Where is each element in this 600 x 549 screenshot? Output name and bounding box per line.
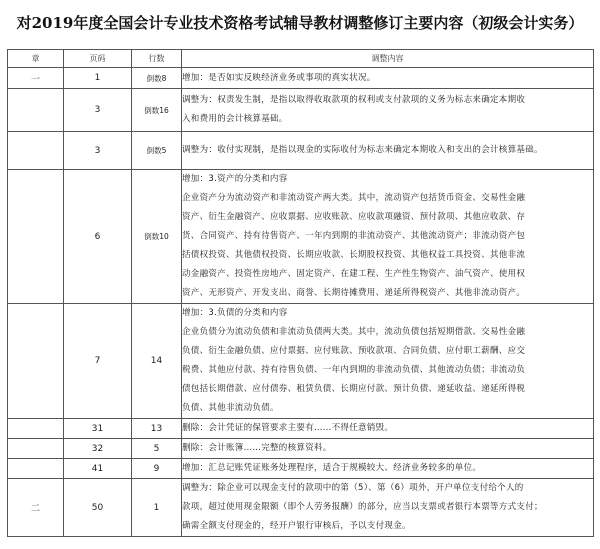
table-row [8,419,594,439]
content-line: 确需全额支付现金的，经开户银行审核后，予以支付现金。 [182,521,411,531]
content-line: 调整为：权责发生制，是指以取得收取款项的权利或支付款项的义务为标志来确定本期收 [182,95,526,105]
cell-content [182,419,594,439]
table-row [8,439,594,459]
table-row [8,479,594,537]
content-line: 负债、其他非流动负债。 [182,403,279,413]
cell-chapter [8,439,64,459]
content-line: 调整为：收付实现制，是指以现金的实际收付为标志来确定本期收入和支出的会计核算基础。 [182,145,543,155]
cell-chapter [8,89,64,132]
cell-content [182,479,594,537]
table-row [8,459,594,479]
content-line: 企业资产分为流动资产和非流动资产两大类。其中，流动资产包括货币资金、交易性金融 [182,193,526,203]
content-line: 增加：3.资产的分类和内容 [182,174,288,184]
header-chapter: 章 [8,50,64,68]
cell-line: 14 [132,304,182,419]
content-line: 税费、其他应付款、持有待售负债、一年内到期的非流动负债、其他流动负债；非流动负 [182,365,526,375]
table-row [8,304,594,419]
content-line: 增加：汇总记账凭证账务处理程序，适合于规模较大、经济业务较多的单位。 [182,463,482,473]
document-title: 对2019年度全国会计专业技术资格考试辅导教材调整修订主要内容（初级会计实务） [16,13,584,32]
content-line: 负债、衍生金融负债、应付票据、应付账款、预收款项、合同负债、应付职工薪酬、应交 [182,346,526,356]
content-line: 款项，超过使用现金限额（即个人劳务报酬）的部分，应当以支票或者银行本票等方式支付； [182,502,543,512]
cell-chapter: 一 [8,68,64,89]
cell-line: 倒数5 [132,132,182,170]
table-row [8,132,594,170]
cell-page: 32 [64,439,132,459]
cell-content [182,89,594,132]
cell-line: 9 [132,459,182,479]
content-line: 货、合同资产、持有待售资产、一年内到期的非流动资产、其他流动资产；非流动资产包 [182,231,526,241]
cell-page: 6 [64,170,132,304]
content-line: 入和费用的会计核算基础。 [182,114,288,124]
content-line: 资产、衍生金融资产、应收票据、应收账款、应收款项融资、预付款项、其他应收款、存 [182,212,526,222]
cell-chapter [8,459,64,479]
content-line: 删除：会计凭证的保管要求主要有……不得任意销毁。 [182,423,394,433]
cell-line: 倒数8 [132,68,182,89]
content-line: 企业负债分为流动负债和非流动负债两大类。其中，流动负债包括短期借款、交易性金融 [182,327,526,337]
header-line: 行数 [132,50,182,68]
content-line: 增加：3.负债的分类和内容 [182,308,288,318]
cell-chapter [8,170,64,304]
cell-content [182,304,594,419]
cell-line: 5 [132,439,182,459]
cell-chapter [8,304,64,419]
header-page: 页码 [64,50,132,68]
cell-page: 3 [64,132,132,170]
table-row [8,68,594,89]
content-line: 增加：是否如实反映经济业务或事项的真实状况。 [182,72,376,83]
content-line: 债包括长期借款、应付债券、租赁负债、长期应付款、预计负债、递延收益、递延所得税 [182,384,526,394]
cell-content [182,68,594,89]
table-header-row [8,50,594,68]
cell-page: 1 [64,68,132,89]
content-line: 资产、无形资产、开发支出、商誉、长期待摊费用、递延所得税资产、其他非流动资产。 [182,288,526,298]
content-line: 动金融资产、投资性房地产、固定资产、在建工程、生产性生物资产、油气资产、使用权 [182,269,526,279]
content-line: 括债权投资、其他债权投资、长期应收款、长期股权投资、其他权益工具投资、其他非流 [182,250,526,260]
cell-content [182,439,594,459]
cell-page: 50 [64,479,132,537]
header-content: 调整内容 [182,50,594,68]
content-line: 删除：会计账簿……完整的核算资料。 [182,443,332,453]
cell-line: 倒数10 [132,170,182,304]
cell-content [182,170,594,304]
cell-page: 41 [64,459,132,479]
cell-chapter [8,132,64,170]
table-row [8,89,594,132]
cell-chapter: 二 [8,479,64,537]
cell-page: 3 [64,89,132,132]
cell-page: 31 [64,419,132,439]
cell-page: 7 [64,304,132,419]
table-row [8,170,594,304]
cell-line: 1 [132,479,182,537]
cell-line: 13 [132,419,182,439]
content-line: 调整为：除企业可以现金支付的款项中的第（5）、第（6）项外，开户单位支付给个人的 [182,483,524,493]
cell-content [182,132,594,170]
cell-chapter [8,419,64,439]
cell-line: 倒数16 [132,89,182,132]
cell-content [182,459,594,479]
adjustment-table [7,49,594,537]
